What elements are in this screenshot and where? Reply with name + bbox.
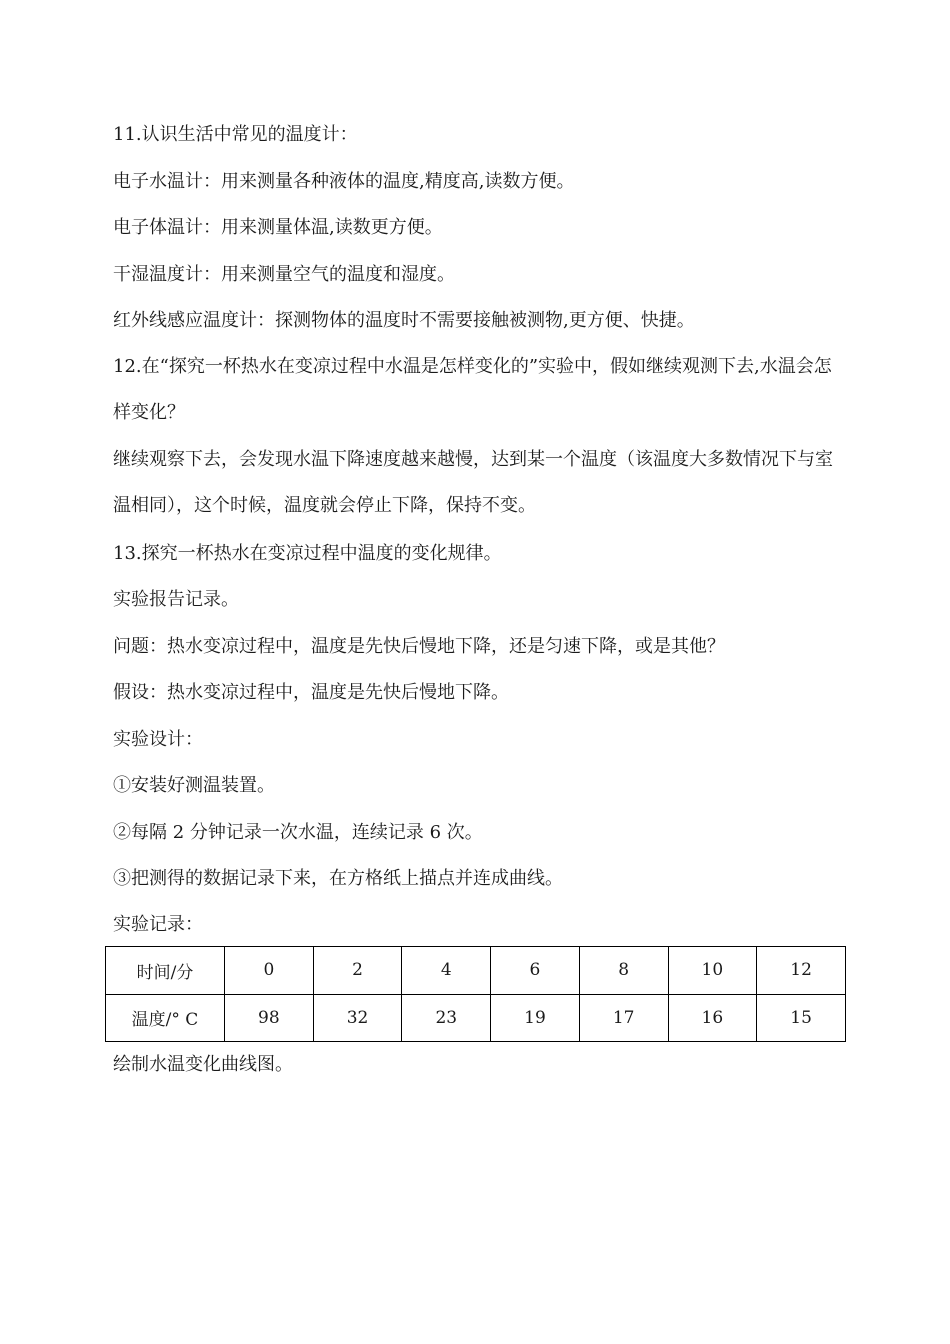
- design-step-3: ③把测得的数据记录下来，在方格纸上描点并连成曲线。: [113, 868, 563, 889]
- record-table: [105, 946, 846, 1042]
- paragraph-electronic-body-thermometer: 电子体温计：用来测量体温,读数更方便。: [113, 217, 443, 238]
- table-cell: 12: [757, 947, 846, 995]
- table-cell: 32: [313, 994, 402, 1042]
- report-label: 实验报告记录。: [113, 589, 239, 610]
- table-cell: 23: [402, 994, 491, 1042]
- paragraph-electronic-water-thermometer: 电子水温计：用来测量各种液体的温度,精度高,读数方便。: [113, 171, 575, 192]
- design-step-1: ①安装好测温装置。: [113, 775, 275, 796]
- table-cell: 0: [225, 947, 314, 995]
- table-cell: 98: [225, 994, 314, 1042]
- table-cell: 温度/° C: [106, 994, 225, 1042]
- paragraph-infrared-thermometer: 红外线感应温度计：探测物体的温度时不需要接触被测物,更方便、快捷。: [113, 310, 695, 331]
- heading-13: 13.探究一杯热水在变凉过程中温度的变化规律。: [113, 543, 502, 564]
- draw-curve-instruction: 绘制水温变化曲线图。: [113, 1054, 293, 1075]
- design-step-2: ②每隔 2 分钟记录一次水温，连续记录 6 次。: [113, 822, 483, 843]
- table-cell: 10: [668, 947, 757, 995]
- design-label: 实验设计：: [113, 729, 203, 750]
- table-cell: 8: [579, 947, 668, 995]
- table-cell: 17: [579, 994, 668, 1042]
- table-cell: 4: [402, 947, 491, 995]
- question-12: 12.在“探究一杯热水在变凉过程中水温是怎样变化的”实验中，假如继续观测下去,水温会怎样变化？: [113, 356, 832, 423]
- answer-12: 继续观察下去，会发现水温下降速度越来越慢，达到某一个温度（该温度大多数情况下与室温相同），这个时候，温度就会停止下降，保持不变。: [113, 449, 833, 516]
- paragraph-wet-dry-thermometer: 干湿温度计：用来测量空气的温度和湿度。: [113, 264, 455, 285]
- table-cell: 15: [757, 994, 846, 1042]
- table-cell: 时间/分: [106, 947, 225, 995]
- table-row-temperature: [106, 994, 846, 1042]
- question-text: 问题：热水变凉过程中，温度是先快后慢地下降，还是匀速下降，或是其他？: [113, 636, 725, 657]
- table-cell: 6: [491, 947, 580, 995]
- table-cell: 2: [313, 947, 402, 995]
- table-row-time: [106, 947, 846, 995]
- hypothesis-text: 假设：热水变凉过程中，温度是先快后慢地下降。: [113, 682, 509, 703]
- table-cell: 16: [668, 994, 757, 1042]
- heading-11: 11.认识生活中常见的温度计：: [113, 124, 358, 145]
- record-label: 实验记录：: [113, 914, 203, 935]
- table-cell: 19: [491, 994, 580, 1042]
